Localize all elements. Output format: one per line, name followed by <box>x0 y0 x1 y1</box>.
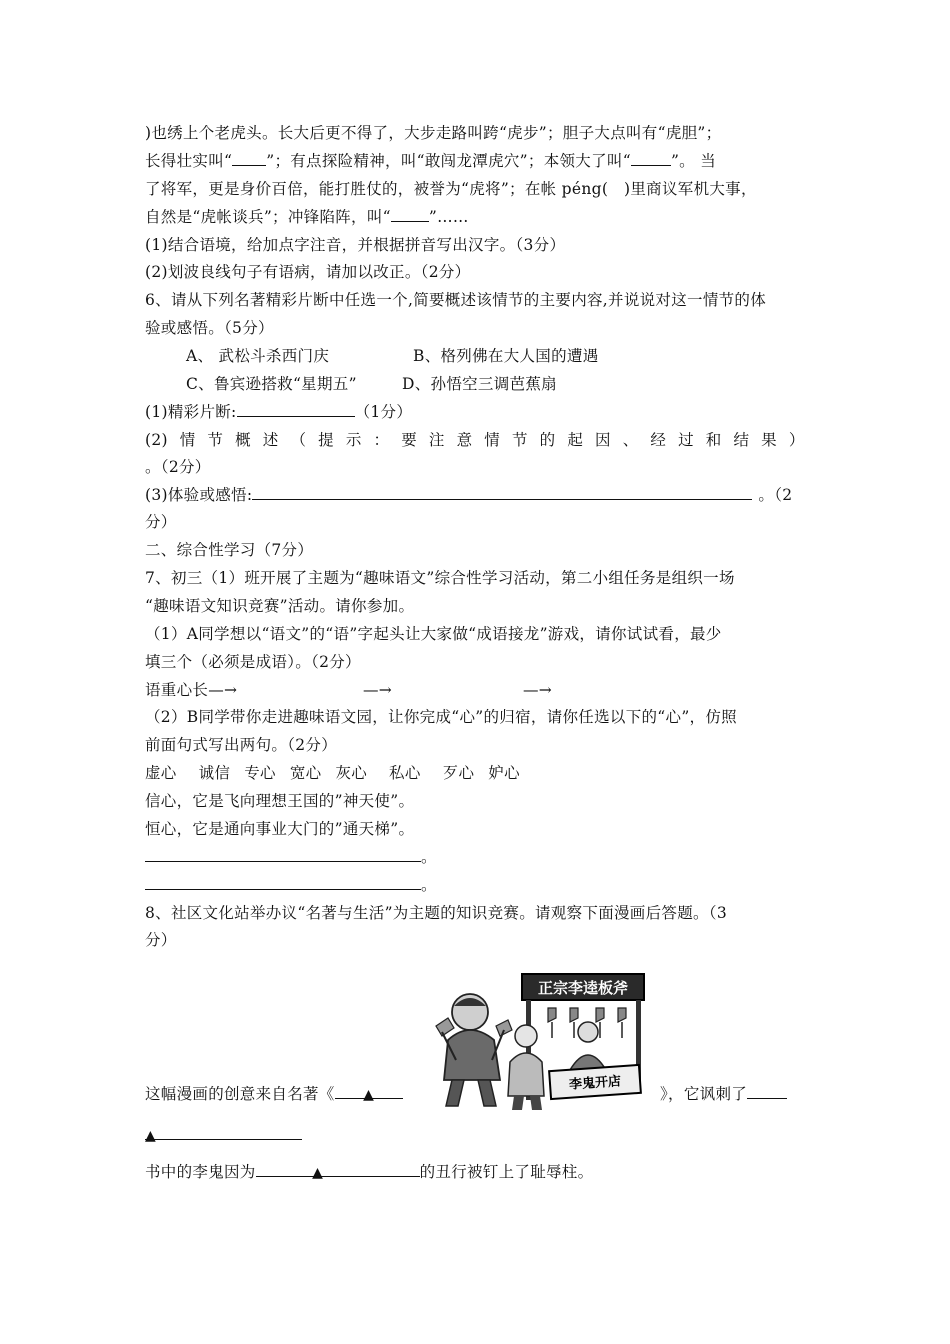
answer-line-2: 。 <box>145 875 437 895</box>
q6-option-c: C、鲁宾逊搭救“星期五” <box>186 375 357 393</box>
q6-stem-line-2: 验或感悟。（5分） <box>145 319 274 337</box>
q6-sub-3: (3)体验或感悟: 。（2 <box>145 486 793 504</box>
q7-stem-line-1: 7、初三（1）班开展了主题为“趣味语文”综合性学习活动，第二小组任务是组织一场 <box>145 569 735 587</box>
triangle-icon: ▲ <box>145 1128 157 1144</box>
answer-blank[interactable] <box>256 1162 420 1181</box>
q5-paragraph-line-4: 自然是“虎帐谈兵”；冲锋陷阵，叫“ ”…… <box>145 208 469 226</box>
q6-sub-2: (2) 情 节 概 述 （ 提 示 ： 要 注 意 情 节 的 起 因 、 经 过 和 结 果 ） <box>145 431 805 449</box>
answer-blank[interactable] <box>232 151 266 166</box>
q8-answer-line-1-tail: 》，它讽刺了 <box>660 1084 787 1104</box>
q7-sub-2-line-1: （2）B同学带你走进趣味语文园，让你完成“心”的归宿，请你任选以下的“心”，仿照 <box>145 708 737 726</box>
q6-sub-3-score-wrap: 分） <box>145 513 177 531</box>
cartoon-illustration <box>430 970 655 1115</box>
q8-answer-line-1: 这幅漫画的创意来自名著《 ▲ <box>145 1084 403 1104</box>
answer-blank[interactable] <box>145 1125 302 1144</box>
q7-stem-line-2: “趣味语文知识竞赛”活动。请你参加。 <box>145 597 415 615</box>
section-heading: 二、综合性学习（7分） <box>145 541 314 559</box>
q5-paragraph-line-2: 长得壮实叫“ ”；有点探险精神，叫“敢闯龙潭虎穴”；本领大了叫“ ”。 当 <box>145 152 716 170</box>
q8-answer-line-2 <box>145 1125 302 1145</box>
q6-option-b: B、格列佛在大人国的遭遇 <box>413 347 599 365</box>
answer-blank[interactable] <box>747 1084 787 1099</box>
answer-blank[interactable] <box>631 151 671 166</box>
example-sentence-2: 恒心，它是通向事业大门的”通天梯”。 <box>145 820 415 838</box>
triangle-icon: ▲ <box>312 1165 324 1181</box>
answer-blank[interactable] <box>252 485 752 500</box>
answer-blank[interactable] <box>391 207 429 222</box>
q8-stem-line-1: 8、社区文化站举办议“名著与生活”为主题的知识竞赛。请观察下面漫画后答题。（3 <box>145 904 728 922</box>
answer-blank[interactable] <box>237 402 355 417</box>
q6-stem-line-1: 6、请从下列名著精彩片断中任选一个,简要概述该情节的主要内容,并说说对这一情节的体 <box>145 291 767 309</box>
idiom-chain: 语重心长—→ <box>145 681 238 699</box>
q5-paragraph-line-1: )也绣上个老虎头。长大后更不得了，大步走路叫跨“虎步”；胆子大点叫有“虎胆”； <box>145 124 722 142</box>
triangle-icon: ▲ <box>363 1087 375 1103</box>
q7-sub-1-line-1: （1）A同学想以“语文”的“语”字起头让大家做“成语接龙”游戏，请你试试看，最少 <box>145 625 722 643</box>
shop-counter-text: 李鬼开店 <box>568 1074 622 1093</box>
q6-sub-1: (1)精彩片断: （1分） <box>145 403 413 421</box>
answer-blank[interactable] <box>145 875 421 890</box>
q6-sub-2-score: 。（2分） <box>145 458 211 476</box>
q8-answer-line-3: 书中的李鬼因为 ▲ 的丑行被钉上了耻辱柱。 <box>145 1163 594 1181</box>
q5-paragraph-line-3: 了将军，更是身价百倍，能打胜仗的，被誉为“虎将”；在帐 péng( )里商议军机大事， <box>145 180 757 198</box>
shop-sign-text: 正宗李逵板斧 <box>537 979 629 997</box>
q6-option-d: D、孙悟空三调芭蕉扇 <box>402 375 557 393</box>
q5-sub-question-1: (1)结合语境，给加点字注音，并根据拼音写出汉字。（3分） <box>145 236 566 254</box>
example-sentence-1: 信心，它是飞向理想王国的”神天使”。 <box>145 792 415 810</box>
answer-blank[interactable] <box>145 847 421 862</box>
arrow-icon: —→ <box>208 681 238 699</box>
answer-blank[interactable] <box>335 1084 403 1103</box>
heart-word-list: 虚心 诚信 专心 宽心 灰心 私心 歹心 妒心 <box>145 764 520 782</box>
answer-line-1: 。 <box>145 847 437 867</box>
arrow-icon: —→ <box>363 681 393 699</box>
arrow-icon: —→ <box>523 681 553 699</box>
q8-stem-line-2: 分） <box>145 931 177 949</box>
q7-sub-2-line-2: 前面句式写出两句。（2分） <box>145 736 338 754</box>
q6-option-a: A、 武松斗杀西门庆 <box>186 347 330 365</box>
q7-sub-1-line-2: 填三个（必须是成语）。（2分） <box>145 653 361 671</box>
q5-sub-question-2: (2)划波良线句子有语病，请加以改正。（2分） <box>145 263 471 281</box>
